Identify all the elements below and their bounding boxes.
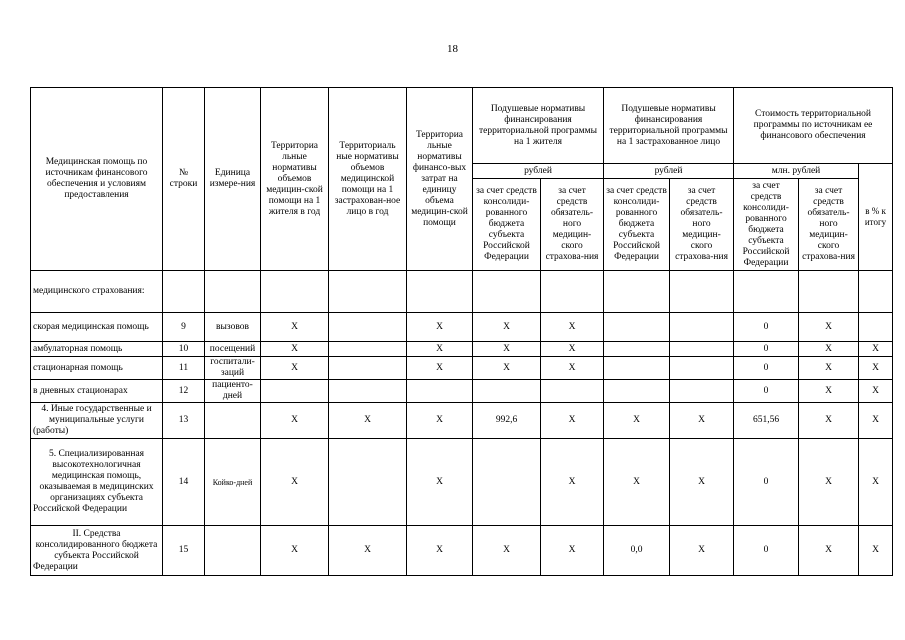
table-row	[31, 342, 893, 357]
row-unit	[205, 403, 261, 439]
cell: 992,6	[473, 403, 541, 439]
header-group-per-resident: Подушевые нормативы финансирования территориальной программы на 1 жителя	[473, 88, 604, 164]
cell	[541, 380, 604, 403]
header-sub-budget-3: за счет средств консолиди-рованного бюджета субъекта Российской Федерации	[734, 179, 799, 271]
cell: Х	[799, 403, 859, 439]
cell: Х	[473, 313, 541, 342]
header-sub-budget-1: за счет средств консолиди-рованного бюджета субъекта Российской Федерации	[473, 179, 541, 271]
cell	[670, 313, 734, 342]
cell: Х	[541, 313, 604, 342]
cell	[604, 342, 670, 357]
cell: 0	[734, 342, 799, 357]
cell: Х	[473, 342, 541, 357]
cell: Х	[859, 439, 893, 526]
cell: Х	[261, 357, 329, 380]
table-row	[31, 313, 893, 342]
header-volume-per-resident: Территориа льные нормативы объемов медицин-ской помощи на 1 жителя в год	[261, 88, 329, 271]
header-cost-per-unit: Территориа льные нормативы финансо-вых затрат на единицу объема медицин-ской помощи	[407, 88, 473, 271]
row-unit: госпитали-заций	[205, 357, 261, 380]
cell: Х	[473, 357, 541, 380]
cell	[859, 313, 893, 342]
header-sub-oms-3: за счет средств обязатель-ного медицин-ского страхова-ния	[799, 179, 859, 271]
cell	[670, 357, 734, 380]
cell: Х	[604, 403, 670, 439]
header-assistance: Медицинская помощь по источникам финансового обеспечения и условиям предоставления	[31, 88, 163, 271]
header-unit: Единица измере-ния	[205, 88, 261, 271]
cell	[261, 271, 329, 313]
header-row-number: № строки	[163, 88, 205, 271]
cell: Х	[261, 313, 329, 342]
table-row	[31, 380, 893, 403]
table-row	[31, 271, 893, 313]
cell: 0	[734, 526, 799, 576]
row-label: амбулаторная помощь	[31, 342, 163, 357]
header-sub-budget-2: за счет средств консолиди-рованного бюджета субъекта Российской Федерации	[604, 179, 670, 271]
cell: 651,56	[734, 403, 799, 439]
row-label: II. Средства консолидированного бюджета субъекта Российской Федерации	[31, 526, 163, 576]
cell: Х	[604, 439, 670, 526]
cell: 0,0	[604, 526, 670, 576]
cell: 0	[734, 357, 799, 380]
cell: Х	[541, 342, 604, 357]
row-label: скорая медицинская помощь	[31, 313, 163, 342]
cell: Х	[799, 439, 859, 526]
cell	[604, 357, 670, 380]
cell	[541, 271, 604, 313]
row-unit: вызовов	[205, 313, 261, 342]
row-unit	[205, 526, 261, 576]
row-number: 13	[163, 403, 205, 439]
cell: Х	[859, 380, 893, 403]
cell	[329, 439, 407, 526]
cell: Х	[799, 313, 859, 342]
header-percent-total: в % к итогу	[859, 164, 893, 271]
row-number: 12	[163, 380, 205, 403]
cell: Х	[407, 439, 473, 526]
cell: Х	[859, 526, 893, 576]
row-number: 14	[163, 439, 205, 526]
cell: Х	[670, 403, 734, 439]
cell	[261, 380, 329, 403]
row-label: медицинского страхования:	[31, 271, 163, 313]
row-unit: пациенто-дней	[205, 380, 261, 403]
cell: 0	[734, 439, 799, 526]
cell	[407, 380, 473, 403]
cell: Х	[541, 439, 604, 526]
cell: Х	[859, 342, 893, 357]
table-row	[31, 403, 893, 439]
cell: Х	[407, 403, 473, 439]
cell: Х	[407, 342, 473, 357]
header-sub-oms-1: за счет средств обязатель-ного медицин-ского страхова-ния	[541, 179, 604, 271]
cell: Х	[329, 403, 407, 439]
header-volume-per-insured: Территориаль ные нормативы объемов медицинской помощи на 1 застрахован-ное лицо в год	[329, 88, 407, 271]
cell	[670, 271, 734, 313]
cell: Х	[407, 357, 473, 380]
row-label: 4. Иные государственные и муниципальные услуги (работы)	[31, 403, 163, 439]
cell: Х	[799, 357, 859, 380]
table-row	[31, 439, 893, 526]
cell	[734, 271, 799, 313]
header-group-per-insured: Подушевые нормативы финансирования территориальной программы на 1 застрахованное лицо	[604, 88, 734, 164]
row-label: стационарная помощь	[31, 357, 163, 380]
header-unit-rub-2: рублей	[604, 164, 734, 179]
cell: Х	[799, 342, 859, 357]
cell: Х	[261, 403, 329, 439]
row-unit: Койко-дней	[205, 439, 261, 526]
cell: Х	[261, 526, 329, 576]
cell: Х	[261, 439, 329, 526]
cell	[407, 271, 473, 313]
row-unit: посещений	[205, 342, 261, 357]
cell	[473, 271, 541, 313]
row-number: 11	[163, 357, 205, 380]
row-number: 10	[163, 342, 205, 357]
cell: Х	[799, 380, 859, 403]
row-number	[163, 271, 205, 313]
row-label: 5. Специализированная высокотехнологичная медицинская помощь, оказываемая в медицинских организациях субъекта Российской Федерации	[31, 439, 163, 526]
page-number: 18	[447, 43, 458, 55]
cell: Х	[541, 526, 604, 576]
financing-table	[30, 87, 893, 576]
table-row	[31, 357, 893, 380]
cell: Х	[670, 526, 734, 576]
cell	[329, 380, 407, 403]
cell	[859, 271, 893, 313]
cell	[604, 313, 670, 342]
cell: Х	[541, 403, 604, 439]
cell	[670, 342, 734, 357]
header-unit-mln-rub: млн. рублей	[734, 164, 859, 179]
header-group-cost: Стоимость территориальной программы по источникам ее финансового обеспечения	[734, 88, 893, 164]
cell: Х	[473, 526, 541, 576]
cell	[329, 342, 407, 357]
cell: 0	[734, 380, 799, 403]
cell: Х	[859, 357, 893, 380]
cell	[799, 271, 859, 313]
table-row	[31, 526, 893, 576]
row-number: 15	[163, 526, 205, 576]
cell: Х	[407, 526, 473, 576]
cell	[329, 313, 407, 342]
row-label: в дневных стационарах	[31, 380, 163, 403]
cell	[604, 271, 670, 313]
cell: Х	[407, 313, 473, 342]
cell: Х	[670, 439, 734, 526]
cell: Х	[799, 526, 859, 576]
cell	[473, 380, 541, 403]
row-unit	[205, 271, 261, 313]
cell	[604, 380, 670, 403]
header-unit-rub-1: рублей	[473, 164, 604, 179]
cell	[329, 271, 407, 313]
cell: Х	[261, 342, 329, 357]
cell: Х	[541, 357, 604, 380]
cell: Х	[859, 403, 893, 439]
cell	[473, 439, 541, 526]
cell	[670, 380, 734, 403]
cell: Х	[329, 526, 407, 576]
cell	[329, 357, 407, 380]
header-sub-oms-2: за счет средств обязатель-ного медицин-ского страхова-ния	[670, 179, 734, 271]
cell: 0	[734, 313, 799, 342]
row-number: 9	[163, 313, 205, 342]
